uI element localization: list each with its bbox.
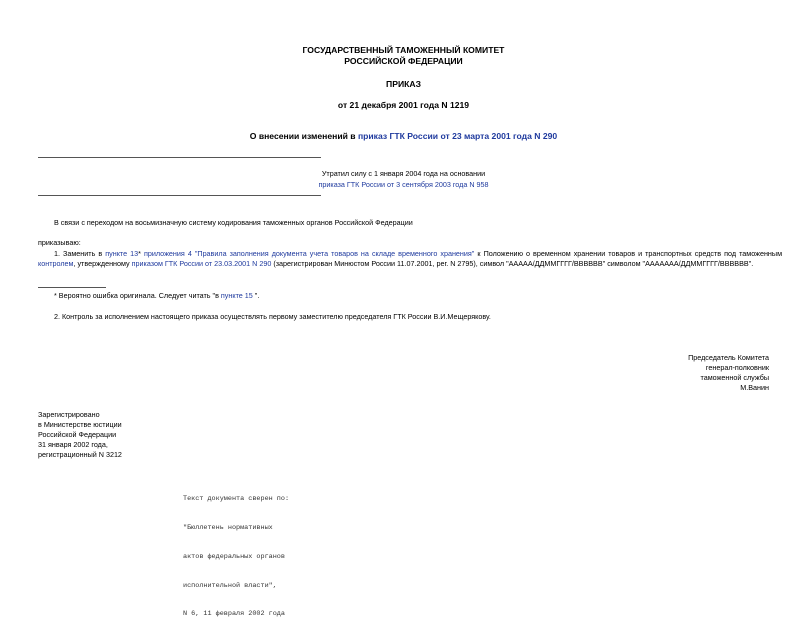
agency-name-line1: ГОСУДАРСТВЕННЫЙ ТАМОЖЕННЫЙ КОМИТЕТ xyxy=(302,45,505,55)
registration-line: регистрационный N 3212 xyxy=(38,450,122,459)
document-subject xyxy=(0,131,807,142)
signature-line: генерал-полковник xyxy=(705,363,769,372)
divider-bottom xyxy=(38,195,321,196)
item-1-link-appendix[interactable]: приложения 4 "Правила заполнения документа учета товаров на складе временного хранения" xyxy=(144,249,475,258)
verification-line: "Бюллетень нормативных xyxy=(183,523,273,532)
item-1-link-point[interactable]: пункте 13 xyxy=(105,249,139,258)
footnote-divider xyxy=(38,287,106,288)
verification-line: исполнительной власти", xyxy=(183,581,277,590)
document-date-number: от 21 декабря 2001 года N 1219 xyxy=(337,100,470,110)
status-line: Утратил силу с 1 января 2004 года на основании xyxy=(321,169,486,178)
divider-top xyxy=(38,157,321,158)
registration-line: в Министерстве юстиции xyxy=(38,420,122,429)
verification-note xyxy=(183,476,289,630)
registration-block xyxy=(38,410,122,460)
signature-line: Председатель Комитета xyxy=(688,353,769,362)
signature-line: таможенной службы xyxy=(700,373,769,382)
item-1-link-control[interactable]: контролем xyxy=(38,259,74,268)
document-type: ПРИКАЗ xyxy=(386,79,421,89)
item-1-paragraph: 1. Заменить в пункте 13* приложения 4 "Правила заполнения документа учета товаров на складе временного хранения" к Положению о временном хранении товаров и транспортных средств под таможенным контролем, утвержденному приказом ГТК России от 23.03.2001 N 290 (зарегистрирован Минюстом России 11.07.2001, рег. N 2795), символ "ААААА/ДДММГГГГ/ВВВВВВ" символом "ААААААА/ДДММГГГГ/ВВВВВВ". xyxy=(38,249,783,268)
registration-line: Российской Федерации xyxy=(38,430,117,439)
footnote: * Вероятно ошибка оригинала. Следует читать "в пункте 15 ". xyxy=(54,291,260,300)
signature-line: М.Ванин xyxy=(740,383,769,392)
verification-line: Текст документа сверен по: xyxy=(183,495,290,504)
registration-line: Зарегистрировано xyxy=(38,410,100,419)
intro-paragraph: В связи с переходом на восьмизначную систему кодирования таможенных органов Российской Федерации xyxy=(54,218,413,227)
subject-link[interactable]: приказ ГТК России от 23 марта 2001 года N 290 xyxy=(357,131,558,141)
item-1-link-order[interactable]: приказом ГТК России от 23.03.2001 N 290 xyxy=(131,259,272,268)
item-2-paragraph: 2. Контроль за исполнением настоящего приказа осуществлять первому заместителю председателя ГТК России В.И.Мещерякову. xyxy=(54,312,491,321)
verification-line: актов федеральных органов xyxy=(183,552,285,561)
registration-line: 31 января 2002 года, xyxy=(38,440,108,449)
footnote-link[interactable]: пункте 15 xyxy=(220,291,253,300)
subject-prefix: О внесении изменений в xyxy=(249,131,358,141)
agency-name-line2: РОССИЙСКОЙ ФЕДЕРАЦИИ xyxy=(344,56,463,66)
status-link[interactable]: приказа ГТК России от 3 сентября 2003 года N 958 xyxy=(318,180,489,189)
signature-block xyxy=(560,353,769,393)
order-word: приказываю: xyxy=(38,238,81,247)
verification-line: N 6, 11 февраля 2002 года xyxy=(183,610,285,619)
